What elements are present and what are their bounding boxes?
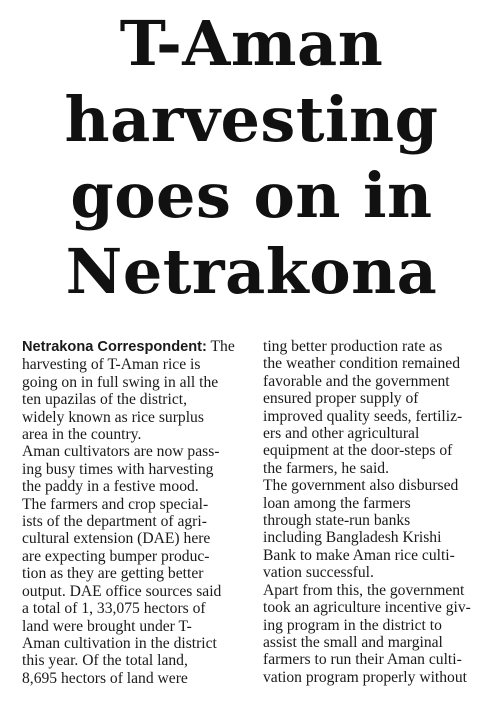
article-line: a total of 1, 33,075 hectors of <box>22 600 206 618</box>
article-line <box>22 338 252 356</box>
article-line: took an agriculture incentive giv- <box>263 599 471 617</box>
article-line: improved quality seeds, fertiliz- <box>263 407 463 425</box>
article-line: Aman cultivators are now pass- <box>22 443 220 461</box>
article-line: tion as they are getting better <box>22 565 204 583</box>
article-line: ists of the department of agri- <box>22 513 207 531</box>
article-line: assist the small and marginal <box>263 633 443 651</box>
article-line: vation successful. <box>263 564 374 582</box>
article-line: Aman cultivation in the district <box>22 634 217 652</box>
headline <box>0 6 503 310</box>
article-line: going on in full swing in all the <box>22 373 219 391</box>
article-line: ers and other agricultural <box>263 425 420 443</box>
article-line: equipment at the door-steps of <box>263 442 453 460</box>
headline-line-2: harvesting <box>64 83 439 156</box>
article-line: including Bangladesh Krishi <box>263 529 442 547</box>
article-line: land were brought under T- <box>22 617 192 635</box>
headline-line-4: Netrakona <box>65 235 438 308</box>
article-line: cultural extension (DAE) here <box>22 530 211 548</box>
article-line: the farmers, he said. <box>263 459 389 477</box>
article-line: The farmers and crop special- <box>22 495 209 513</box>
article-line: Apart from this, the government <box>263 581 465 599</box>
article-line: 8,695 hectors of land were <box>22 669 188 687</box>
article-line: area in the country. <box>22 426 142 444</box>
article-line-text: The <box>206 338 235 355</box>
article-line: ensured proper supply of <box>263 390 419 408</box>
article-line: widely known as rice surplus <box>22 408 204 426</box>
article-line: output. DAE office sources said <box>22 582 222 600</box>
article-line: ing program in the district to <box>263 616 442 634</box>
article-line: the paddy in a festive mood. <box>22 478 199 496</box>
article-line: are expecting bumper produc- <box>22 547 210 565</box>
headline-line-3: goes on in <box>70 159 433 232</box>
headline-line-1: T-Aman <box>119 7 384 80</box>
article-line: farmers to run their Aman culti- <box>263 651 462 669</box>
article-line: through state-run banks <box>263 512 411 530</box>
article-line: The government also disbursed <box>263 477 459 495</box>
article-column-left <box>22 338 252 687</box>
article-line: ing busy times with harvesting <box>22 460 214 478</box>
article-line: ten upazilas of the district, <box>22 391 187 409</box>
article-line: ting better production rate as <box>263 338 443 355</box>
article-line: Bank to make Aman rice culti- <box>263 546 455 564</box>
article-line: favorable and the government <box>263 372 450 390</box>
article-line: loan among the farmers <box>263 494 411 512</box>
article-column-right <box>263 338 495 686</box>
byline: Netrakona Correspondent: <box>22 339 207 355</box>
article-line: harvesting of T-Aman rice is <box>22 356 201 374</box>
article-line: vation program properly without <box>263 668 467 686</box>
article-line: this year. Of the total land, <box>22 652 188 670</box>
article-line: the weather condition remained <box>263 355 461 373</box>
